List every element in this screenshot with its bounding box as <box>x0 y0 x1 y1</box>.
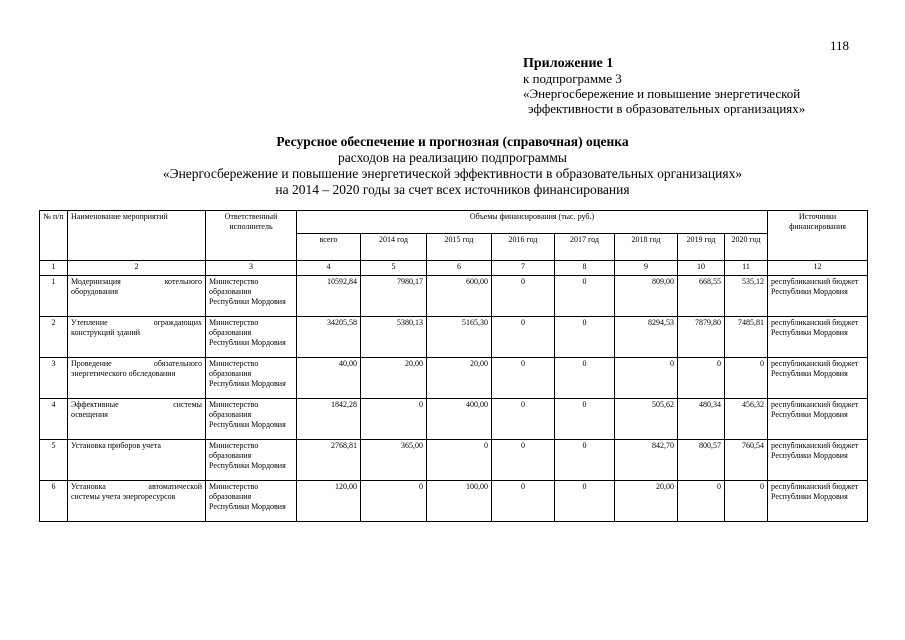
row-y2014: 0 <box>361 481 427 522</box>
row-y2020: 760,54 <box>725 440 768 481</box>
row-y2019: 800,57 <box>678 440 725 481</box>
row-y2018: 842,70 <box>615 440 678 481</box>
row-name-part-b: системы учета энергоресурсов <box>71 492 176 501</box>
header-row-top <box>40 211 868 234</box>
header-year: 2020 год <box>725 234 768 261</box>
row-executor: Министерство образования Республики Мордовия <box>206 358 297 399</box>
header-year: 2015 год <box>427 234 492 261</box>
row-y2015: 400,00 <box>427 399 492 440</box>
appendix-title: Приложение 1 <box>523 56 614 71</box>
row-executor: Министерство образования Республики Мордовия <box>206 276 297 317</box>
row-name <box>68 317 206 358</box>
row-total: 34205,58 <box>297 317 361 358</box>
column-number: 12 <box>768 261 868 276</box>
row-name-part-a: Утепление ограждающих <box>71 318 202 327</box>
header-name: Наименование мероприятий <box>68 211 206 261</box>
column-number: 9 <box>615 261 678 276</box>
row-y2017: 0 <box>555 481 615 522</box>
row-y2014: 0 <box>361 399 427 440</box>
row-name-part-b: оборудования <box>71 287 118 296</box>
column-number-row <box>40 261 868 276</box>
header-volumes: Объемы финансирования (тыс. руб.) <box>297 211 768 234</box>
row-num: 2 <box>40 317 68 358</box>
row-y2017: 0 <box>555 358 615 399</box>
row-source: республиканский бюджет Республики Мордовия <box>768 358 868 399</box>
header-executor: Ответственный исполнитель <box>206 211 297 261</box>
row-y2017: 0 <box>555 399 615 440</box>
column-number: 7 <box>492 261 555 276</box>
document-heading <box>0 134 905 198</box>
header-year: 2016 год <box>492 234 555 261</box>
header-year: 2019 год <box>678 234 725 261</box>
row-source: республиканский бюджет Республики Мордовия <box>768 399 868 440</box>
row-source: республиканский бюджет Республики Мордовия <box>768 440 868 481</box>
row-total: 1842,28 <box>297 399 361 440</box>
row-y2019: 480,34 <box>678 399 725 440</box>
row-name-part-a: Эффективные системы <box>71 400 202 409</box>
column-number: 10 <box>678 261 725 276</box>
row-y2018: 20,00 <box>615 481 678 522</box>
table-row <box>40 440 868 481</box>
appendix-block <box>523 56 805 116</box>
row-y2020: 0 <box>725 481 768 522</box>
row-name <box>68 440 206 481</box>
row-y2016: 0 <box>492 317 555 358</box>
table-row <box>40 399 868 440</box>
row-name <box>68 481 206 522</box>
row-y2020: 0 <box>725 358 768 399</box>
row-y2018: 0 <box>615 358 678 399</box>
appendix-line-3: эффективности в образовательных организациях» <box>528 101 806 116</box>
row-num: 3 <box>40 358 68 399</box>
row-name-part-a: Модернизация котельного <box>71 277 202 286</box>
row-y2015: 100,00 <box>427 481 492 522</box>
row-y2017: 0 <box>555 317 615 358</box>
row-y2016: 0 <box>492 481 555 522</box>
row-y2014: 365,00 <box>361 440 427 481</box>
heading-line-4: на 2014 – 2020 годы за счет всех источников финансирования <box>275 182 630 197</box>
row-y2017: 0 <box>555 440 615 481</box>
row-y2015: 600,00 <box>427 276 492 317</box>
row-y2016: 0 <box>492 358 555 399</box>
row-y2018: 505,62 <box>615 399 678 440</box>
row-total: 10592,84 <box>297 276 361 317</box>
row-total: 120,00 <box>297 481 361 522</box>
row-y2019: 668,55 <box>678 276 725 317</box>
row-name-part-b: конструкций зданий <box>71 328 141 337</box>
row-num: 1 <box>40 276 68 317</box>
row-y2020: 535,12 <box>725 276 768 317</box>
row-y2014: 20,00 <box>361 358 427 399</box>
row-name <box>68 358 206 399</box>
row-total: 40,00 <box>297 358 361 399</box>
column-number: 6 <box>427 261 492 276</box>
column-number: 1 <box>40 261 68 276</box>
column-number: 5 <box>361 261 427 276</box>
heading-line-3: «Энергосбережение и повышение энергетической эффективности в образовательных организациях» <box>162 166 743 181</box>
header-year: 2017 год <box>555 234 615 261</box>
financing-table <box>39 210 868 522</box>
table-row <box>40 317 868 358</box>
row-y2020: 456,32 <box>725 399 768 440</box>
row-name <box>68 276 206 317</box>
row-y2018: 809,00 <box>615 276 678 317</box>
row-executor: Министерство образования Республики Мордовия <box>206 317 297 358</box>
row-num: 4 <box>40 399 68 440</box>
column-number: 2 <box>68 261 206 276</box>
row-y2020: 7485,81 <box>725 317 768 358</box>
row-num: 5 <box>40 440 68 481</box>
column-number: 4 <box>297 261 361 276</box>
column-number: 11 <box>725 261 768 276</box>
heading-line-1: Ресурсное обеспечение и прогнозная (справочная) оценка <box>276 134 629 149</box>
row-num: 6 <box>40 481 68 522</box>
header-source: Источники финансирования <box>768 211 868 261</box>
row-source: республиканский бюджет Республики Мордовия <box>768 317 868 358</box>
row-executor: Министерство образования Республики Мордовия <box>206 440 297 481</box>
table-row <box>40 276 868 317</box>
row-y2014: 7980,17 <box>361 276 427 317</box>
column-number: 3 <box>206 261 297 276</box>
row-name-part-b: Установка приборов учета <box>71 441 161 450</box>
row-y2016: 0 <box>492 276 555 317</box>
row-y2016: 0 <box>492 399 555 440</box>
table-row <box>40 481 868 522</box>
appendix-line-1: к подпрограмме 3 <box>523 71 622 86</box>
header-year: 2018 год <box>615 234 678 261</box>
header-year: 2014 год <box>361 234 427 261</box>
row-y2019: 0 <box>678 481 725 522</box>
appendix-line-2: «Энергосбережение и повышение энергетической <box>523 86 801 101</box>
row-name-part-a: Проведение обязательного <box>71 359 202 368</box>
row-y2019: 0 <box>678 358 725 399</box>
row-y2015: 0 <box>427 440 492 481</box>
row-total: 2768,81 <box>297 440 361 481</box>
row-source: республиканский бюджет Республики Мордовия <box>768 276 868 317</box>
column-number: 8 <box>555 261 615 276</box>
row-source: республиканский бюджет Республики Мордовия <box>768 481 868 522</box>
row-y2016: 0 <box>492 440 555 481</box>
row-executor: Министерство образования Республики Мордовия <box>206 481 297 522</box>
row-name-part-a: Установка автоматической <box>71 482 202 491</box>
row-name-part-b: энергетического обследования <box>71 369 176 378</box>
header-num: № п/п <box>40 211 68 261</box>
row-y2014: 5380,13 <box>361 317 427 358</box>
heading-line-2: расходов на реализацию подпрограммы <box>338 150 567 165</box>
row-name-part-b: освещения <box>71 410 108 419</box>
table-row <box>40 358 868 399</box>
row-y2015: 20,00 <box>427 358 492 399</box>
row-y2017: 0 <box>555 276 615 317</box>
header-total: всего <box>297 234 361 261</box>
row-y2018: 8294,53 <box>615 317 678 358</box>
row-y2019: 7879,80 <box>678 317 725 358</box>
row-name <box>68 399 206 440</box>
row-executor: Министерство образования Республики Мордовия <box>206 399 297 440</box>
page-number: 118 <box>830 38 850 53</box>
row-y2015: 5165,30 <box>427 317 492 358</box>
